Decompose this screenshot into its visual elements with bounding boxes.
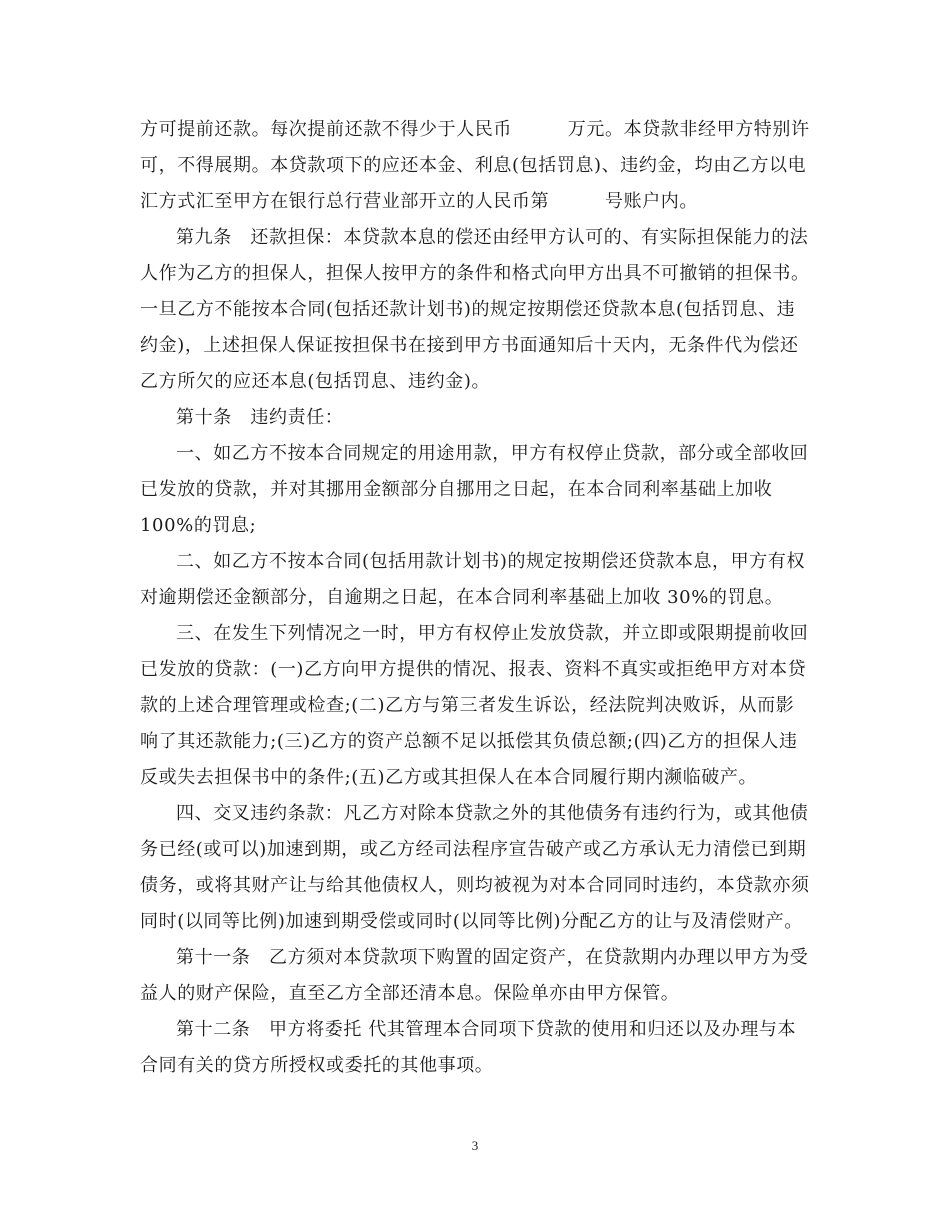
text-line: 第十条 违约责任： [176, 407, 344, 428]
text-line: 人作为乙方的担保人，担保人按甲方的条件和格式向甲方出具不可撤销的担保书。 [140, 263, 810, 284]
text-line: 同时(以同等比例)加速到期受偿或同时(以同等比例)分配乙方的让与及清偿财产。 [140, 911, 803, 932]
text-line: 一旦乙方不能按本合同(包括还款计划书)的规定按期偿还贷款本息(包括罚息、违 [140, 299, 796, 320]
text-line: 响了其还款能力;(三)乙方的资产总额不足以抵偿其负债总额;(四)乙方的担保人违 [140, 731, 798, 752]
text-line: 对逾期偿还金额部分，自逾期之日起，在本合同利率基础上加收 30%的罚息。 [140, 587, 784, 608]
text-line: 已发放的贷款，并对其挪用金额部分自挪用之日起，在本合同利率基础上加收 [140, 479, 773, 500]
text-line: 款的上述合理管理或检查;(二)乙方与第三者发生诉讼，经法院判决败诉，从而影 [140, 695, 795, 716]
text-line: 一、如乙方不按本合同规定的用途用款，甲方有权停止贷款，部分或全部收回 [176, 443, 809, 464]
text-line: 合同有关的贷方所授权或委托的其他事项。 [140, 1055, 494, 1076]
text-line: 第十一条 乙方须对本贷款项下购置的固定资产，在贷款期内办理以甲方为受 [176, 947, 809, 968]
text-line: 第九条 还款担保：本贷款本息的偿还由经甲方认可的、有实际担保能力的法 [176, 227, 809, 248]
text-line: 务已经(或可以)加速到期，或乙方经司法程序宣告破产或乙方承认无力清偿已到期 [140, 839, 807, 860]
text-line: 100%的罚息; [140, 515, 257, 536]
text-line: 反或失去担保书中的条件;(五)乙方或其担保人在本合同履行期内濒临破产。 [140, 767, 758, 788]
text-line: 债务，或将其财产让与给其他债权人，则均被视为对本合同同时违约，本贷款亦须 [140, 875, 810, 896]
text-line: 约金)，上述担保人保证按担保书在接到甲方书面通知后十天内，无条件代为偿还 [140, 335, 799, 356]
text-line: 四、交叉违约条款：凡乙方对除本贷款之外的其他债务有违约行为，或其他债 [176, 803, 809, 824]
text-line: 方可提前还款。每次提前还款不得少于人民币 万元。本贷款非经甲方特别许 [140, 119, 810, 140]
text-line: 乙方所欠的应还本息(包括罚息、违约金)。 [140, 371, 491, 392]
text-line: 二、如乙方不按本合同(包括用款计划书)的规定按期偿还贷款本息，甲方有权 [176, 551, 806, 572]
text-line: 汇方式汇至甲方在银行总行营业部开立的人民币第 号账户内。 [140, 191, 698, 212]
text-line: 可，不得展期。本贷款项下的应还本金、利息(包括罚息)、违约金，均由乙方以电 [140, 155, 807, 176]
text-line: 已发放的贷款：(一)乙方向甲方提供的情况、报表、资料不真实或拒绝甲方对本贷 [140, 659, 807, 680]
text-line: 三、在发生下列情况之一时，甲方有权停止发放贷款，并立即或限期提前收回 [176, 623, 809, 644]
text-line: 益人的财产保险，直至乙方全部还清本息。保险单亦由甲方保管。 [140, 983, 680, 1004]
text-line: 第十二条 甲方将委托 代其管理本合同项下贷款的使用和归还以及办理与本 [176, 1019, 797, 1040]
page-number: 3 [471, 1138, 479, 1153]
